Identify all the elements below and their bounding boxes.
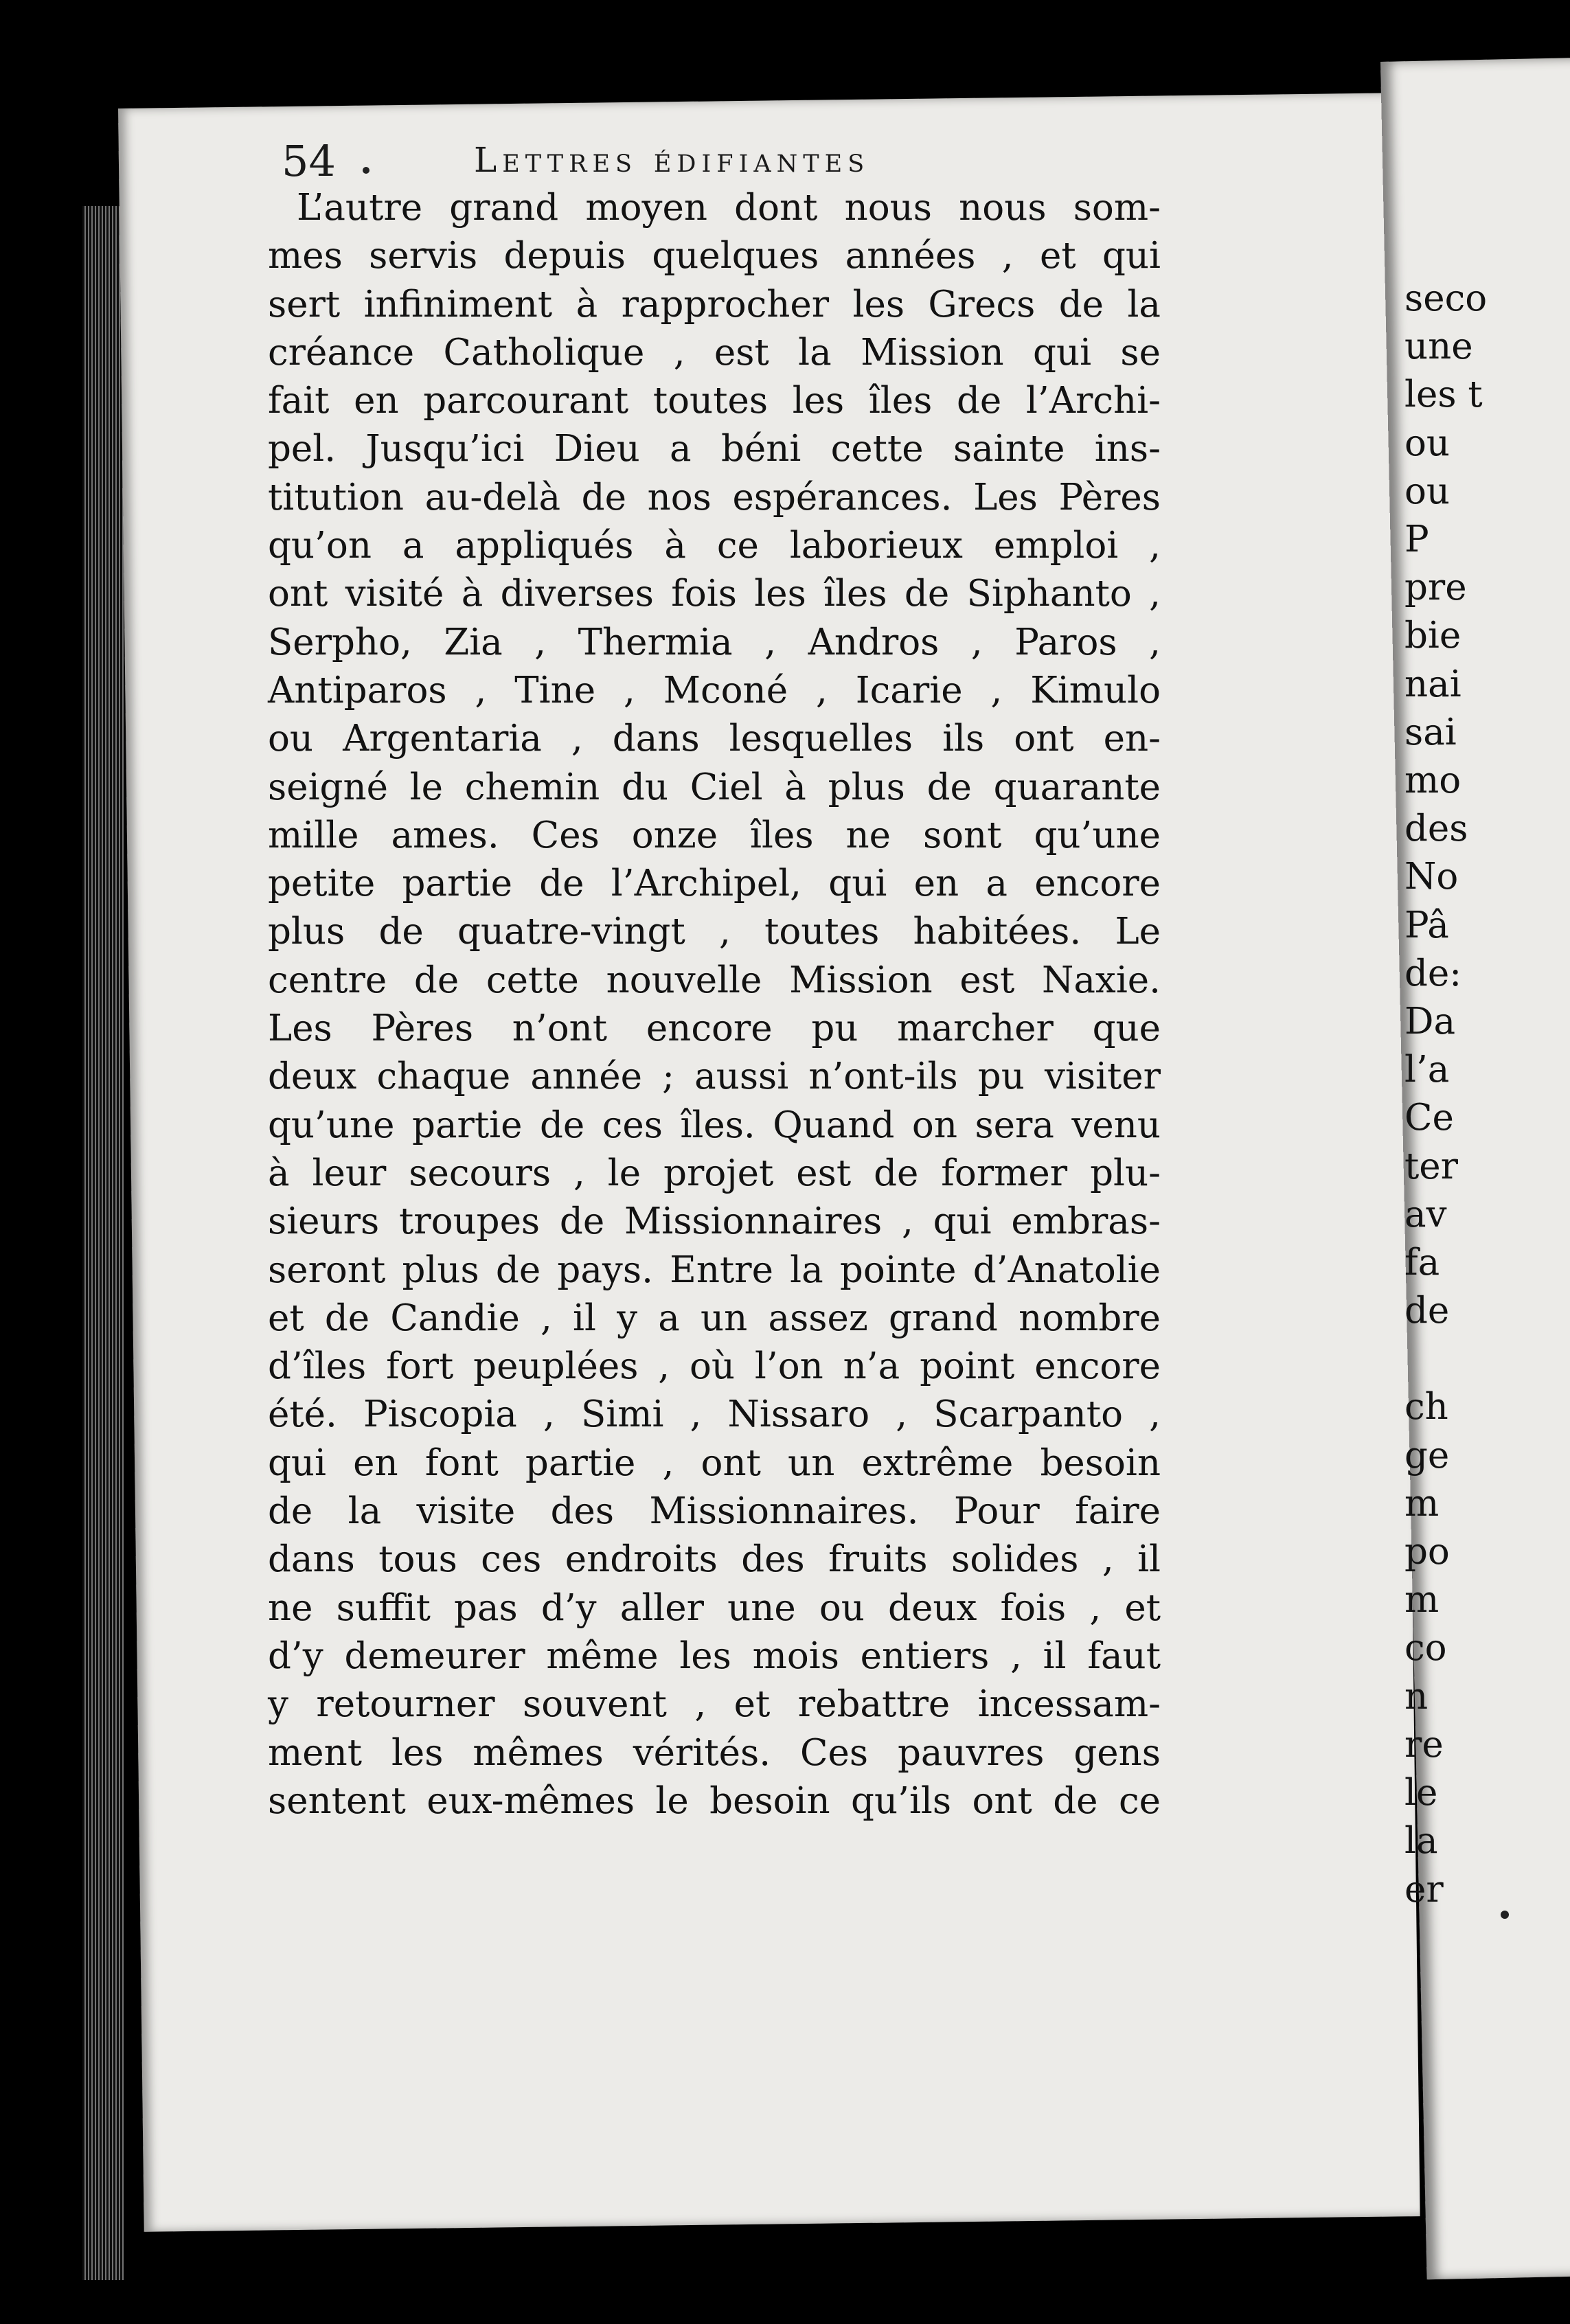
text-line: Les Pères n’ont encore pu marcher que — [268, 1007, 1161, 1050]
text-line: pel. Jusqu’ici Dieu a béni cette sainte ins- — [268, 428, 1161, 470]
right-page-line: ch — [1404, 1386, 1448, 1428]
right-page-line: ou — [1404, 470, 1450, 512]
text-line: fait en parcourant toutes les îles de l’Archi- — [268, 380, 1161, 422]
right-page-line: ou — [1404, 422, 1450, 464]
ink-speck — [363, 167, 369, 174]
text-line: sentent eux-mêmes le besoin qu’ils ont de ce — [268, 1779, 1161, 1822]
text-line: d’îles fort peuplées , où l’on n’a point encore — [268, 1345, 1161, 1388]
right-page-line: n — [1404, 1675, 1429, 1718]
right-page-line: pre — [1404, 567, 1467, 609]
text-line: été. Piscopia , Simi , Nissaro , Scarpanto , — [268, 1393, 1161, 1436]
text-line: titution au-delà de nos espérances. Les Pères — [268, 476, 1161, 519]
right-page-line: la — [1404, 1820, 1438, 1862]
right-page-line: Pâ — [1404, 904, 1449, 946]
text-line: Antiparos , Tine , Mconé , Icarie , Kimulo — [268, 669, 1161, 711]
text-line: petite partie de l’Archipel, qui en a encore — [268, 863, 1161, 905]
right-page-line: fa — [1404, 1242, 1440, 1284]
right-page-line: l’a — [1404, 1049, 1450, 1091]
text-line: y retourner souvent , et rebattre incessam- — [268, 1683, 1161, 1726]
right-page-line: m — [1404, 1482, 1440, 1525]
text-line: dans tous ces endroits des fruits solides , il — [268, 1538, 1161, 1581]
text-line: seront plus de pays. Entre la pointe d’Anatolie — [268, 1249, 1161, 1291]
text-line: sert infiniment à rapprocher les Grecs de la — [268, 283, 1161, 326]
right-page-line: ge — [1404, 1434, 1450, 1477]
page-edges — [82, 206, 124, 2280]
text-line: ne suffit pas d’y aller une ou deux fois , et — [268, 1586, 1161, 1629]
right-page-line: de — [1404, 1290, 1450, 1332]
text-line: ont visité à diverses fois les îles de Siphanto , — [268, 573, 1161, 615]
text-line: seigné le chemin du Ciel à plus de quarante — [268, 766, 1161, 808]
right-page-line: de: — [1404, 952, 1462, 994]
text-line: mille ames. Ces onze îles ne sont qu’une — [268, 814, 1161, 856]
right-page-line: P — [1404, 519, 1429, 561]
text-line: ou Argentaria , dans lesquelles ils ont en- — [268, 718, 1161, 760]
right-page-line: po — [1404, 1531, 1450, 1573]
right-page-text — [1404, 275, 1569, 1914]
text-line: qu’on a appliqués à ce laborieux emploi , — [268, 525, 1161, 567]
right-page-line: nai — [1404, 663, 1461, 705]
text-line: deux chaque année ; aussi n’ont-ils pu visiter — [268, 1056, 1161, 1098]
right-page-line: bie — [1404, 615, 1461, 657]
right-page-line: seco — [1404, 277, 1488, 319]
paragraph-gap — [1404, 1335, 1569, 1383]
text-line: Serpho, Zia , Thermia , Andros , Paros , — [268, 621, 1161, 663]
text-line: sieurs troupes de Missionnaires , qui embras- — [268, 1200, 1161, 1243]
right-page-line: Ce — [1404, 1097, 1454, 1139]
text-line: créance Catholique , est la Mission qui se — [268, 331, 1161, 374]
right-page-line: No — [1404, 856, 1459, 898]
running-title: Lettres édifiantes — [474, 140, 870, 180]
right-page-line: le — [1404, 1772, 1438, 1814]
right-page-line: Da — [1404, 1001, 1456, 1043]
page-number: 54 — [282, 136, 336, 186]
right-page-line: m — [1404, 1579, 1440, 1621]
right-page-line: ter — [1404, 1145, 1458, 1187]
right-page-line: re — [1404, 1723, 1444, 1766]
text-line: et de Candie , il y a un assez grand nombre — [268, 1297, 1161, 1339]
text-line: centre de cette nouvelle Mission est Naxie. — [268, 959, 1161, 1001]
text-line: d’y demeurer même les mois entiers , il faut — [268, 1634, 1161, 1677]
ink-speck — [1501, 1911, 1509, 1919]
right-page-line: des — [1404, 808, 1468, 850]
right-page-line: une — [1404, 326, 1473, 368]
right-page-line: sai — [1404, 711, 1457, 753]
text-line: qu’une partie de ces îles. Quand on sera venu — [268, 1104, 1161, 1146]
right-page-line: av — [1404, 1193, 1447, 1235]
text-line: qui en font partie , ont un extrême besoin — [268, 1442, 1161, 1484]
text-line: mes servis depuis quelques années , et qui — [268, 235, 1161, 277]
text-line: ment les mêmes vérités. Ces pauvres gens — [268, 1731, 1161, 1774]
text-line: L’autre grand moyen dont nous nous som- — [297, 187, 1161, 229]
text-line: à leur secours , le projet est de former plu- — [268, 1152, 1161, 1194]
text-line: de la visite des Missionnaires. Pour faire — [268, 1490, 1161, 1533]
right-page-line: mo — [1404, 760, 1461, 802]
right-page-line: er — [1404, 1868, 1444, 1911]
text-line: plus de quatre-vingt , toutes habitées. Le — [268, 911, 1161, 953]
right-page-line: co — [1404, 1627, 1447, 1670]
body-text — [268, 184, 1161, 1825]
right-page-line: les t — [1404, 374, 1483, 416]
